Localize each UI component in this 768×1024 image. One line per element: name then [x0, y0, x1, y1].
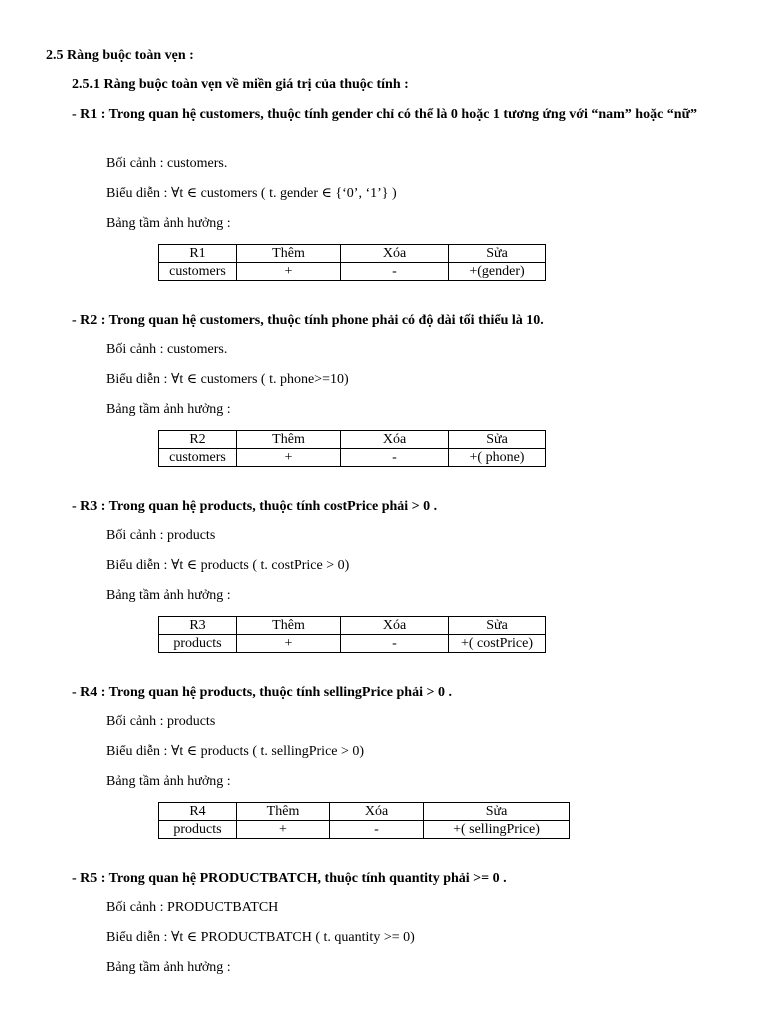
impact-label-r4: Bảng tầm ảnh hưởng :	[106, 774, 231, 789]
table-row	[159, 263, 546, 281]
expression-label: Biểu diễn :	[106, 930, 171, 945]
table-cell: products	[159, 821, 237, 839]
table-cell: -	[341, 449, 449, 467]
context-label: Bối cảnh :	[106, 714, 168, 729]
table-row	[159, 635, 546, 653]
rule-heading-r2: - R2 : Trong quan hệ customers, thuộc tính phone phải có độ dài tối thiểu là 10.	[72, 313, 544, 328]
context-value: products	[167, 528, 216, 543]
rule-context-r1	[106, 154, 227, 174]
table-cell: Xóa	[341, 431, 449, 449]
impact-table-r4	[158, 802, 570, 839]
table-cell: +( phone)	[449, 449, 546, 467]
expression-label: Biểu diễn :	[106, 186, 171, 201]
expression-label: Biểu diễn :	[106, 558, 171, 573]
table-cell: R4	[159, 803, 237, 821]
impact-table-r3	[158, 616, 546, 653]
rule-expression-r3	[106, 556, 349, 576]
impact-label-r1: Bảng tầm ảnh hưởng :	[106, 216, 231, 231]
expression-label: Biểu diễn :	[106, 744, 171, 759]
context-value: customers.	[167, 342, 228, 357]
table-header-row	[159, 803, 570, 821]
table-header-row	[159, 245, 546, 263]
table-header-row	[159, 431, 546, 449]
rule-heading-r5: - R5 : Trong quan hệ PRODUCTBATCH, thuộc tính quantity phải >= 0 .	[72, 871, 507, 886]
context-label: Bối cảnh :	[106, 156, 168, 171]
expression-value: ∀t ∈ products ( t. sellingPrice > 0)	[170, 744, 365, 759]
table-cell: Xóa	[341, 617, 449, 635]
table-cell: Sửa	[449, 245, 546, 263]
table-cell: R2	[159, 431, 237, 449]
rule-heading-r4: - R4 : Trong quan hệ products, thuộc tính sellingPrice phải > 0 .	[72, 685, 452, 700]
expression-value: ∀t ∈ customers ( t. phone>=10)	[170, 372, 349, 387]
table-cell: Thêm	[237, 617, 341, 635]
context-value: PRODUCTBATCH	[167, 900, 279, 915]
table-cell: +	[237, 263, 341, 281]
table-cell: customers	[159, 449, 237, 467]
rule-expression-r5	[106, 928, 415, 948]
table-cell: customers	[159, 263, 237, 281]
table-cell: +( sellingPrice)	[424, 821, 570, 839]
table-cell: -	[341, 263, 449, 281]
table-cell: Thêm	[237, 431, 341, 449]
expression-label: Biểu diễn :	[106, 372, 171, 387]
context-label: Bối cảnh :	[106, 900, 168, 915]
table-cell: Sửa	[424, 803, 570, 821]
table-cell: Sửa	[449, 431, 546, 449]
expression-value: ∀t ∈ customers ( t. gender ∈ {‘0’, ‘1’} )	[170, 186, 397, 201]
rule-expression-r4	[106, 742, 364, 762]
table-cell: Thêm	[237, 803, 330, 821]
rule-context-r4	[106, 712, 215, 732]
rule-heading-r3: - R3 : Trong quan hệ products, thuộc tính costPrice phải > 0 .	[72, 499, 438, 514]
table-cell: R3	[159, 617, 237, 635]
rule-context-r2	[106, 340, 227, 360]
impact-label-r5: Bảng tầm ảnh hưởng :	[106, 960, 231, 975]
rule-heading-r1: - R1 : Trong quan hệ customers, thuộc tính gender chỉ có thể là 0 hoặc 1 tương ứng với “nam” hoặc “nữ”	[72, 107, 697, 122]
table-cell: Xóa	[341, 245, 449, 263]
table-cell: +	[237, 449, 341, 467]
table-cell: -	[341, 635, 449, 653]
rule-expression-r2	[106, 370, 349, 390]
table-cell: +	[237, 635, 341, 653]
table-cell: Xóa	[330, 803, 424, 821]
context-value: products	[167, 714, 216, 729]
rule-expression-r1	[106, 184, 397, 204]
impact-table-r1	[158, 244, 546, 281]
section-title: 2.5 Ràng buộc toàn vẹn :	[46, 48, 194, 63]
table-cell: R1	[159, 245, 237, 263]
table-cell: products	[159, 635, 237, 653]
rule-context-r5	[106, 898, 278, 918]
impact-label-r2: Bảng tầm ảnh hưởng :	[106, 402, 231, 417]
impact-label-r3: Bảng tầm ảnh hưởng :	[106, 588, 231, 603]
table-cell: Sửa	[449, 617, 546, 635]
expression-value: ∀t ∈ products ( t. costPrice > 0)	[170, 558, 350, 573]
table-header-row	[159, 617, 546, 635]
table-row	[159, 449, 546, 467]
context-value: customers.	[167, 156, 228, 171]
rule-context-r3	[106, 526, 215, 546]
impact-table-r2	[158, 430, 546, 467]
table-cell: +(gender)	[449, 263, 546, 281]
context-label: Bối cảnh :	[106, 528, 168, 543]
subsection-title: 2.5.1 Ràng buộc toàn vẹn về miền giá trị của thuộc tính :	[72, 77, 409, 92]
table-cell: Thêm	[237, 245, 341, 263]
table-cell: +( costPrice)	[449, 635, 546, 653]
context-label: Bối cảnh :	[106, 342, 168, 357]
table-row	[159, 821, 570, 839]
expression-value: ∀t ∈ PRODUCTBATCH ( t. quantity >= 0)	[170, 930, 415, 945]
table-cell: +	[237, 821, 330, 839]
table-cell: -	[330, 821, 424, 839]
